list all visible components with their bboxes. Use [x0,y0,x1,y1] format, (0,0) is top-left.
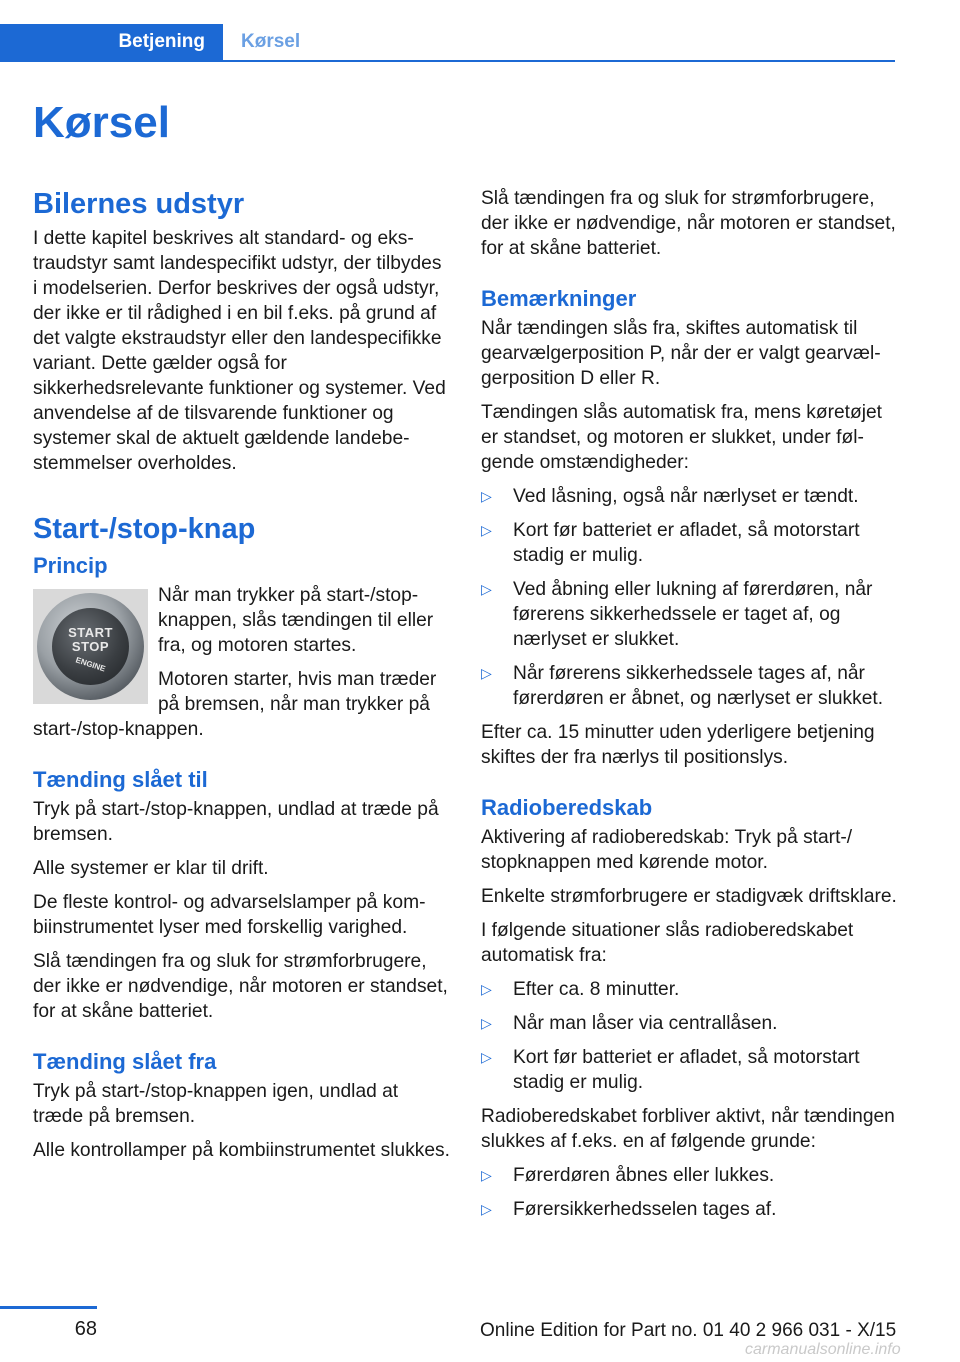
list-item: ▷ Kort før batteriet er afladet, så motorstart stadig er mulig. [481,1047,860,1093]
subsection-title-taending-fra: Tænding slået fra [33,1049,217,1074]
subsection-title-princip: Princip [33,553,108,578]
subsection-title-taending-til: Tænding slået til [33,767,208,792]
triangle-bullet-icon: ▷ [481,665,492,681]
section-title-start-stop-knap: Start-/stop-knap [33,513,256,545]
list-item: ▷ Førersikkerhedsselen tages af. [481,1199,777,1220]
paragraph: Efter ca. 15 minutter uden yderligere betjening skiftes der fra nærlys til positionslys. [481,722,875,768]
paragraph: De fleste kontrol- og advarselslamper på kombiinstrumentet lyser med forskellig varighed. [33,892,426,938]
bullet-list-1 [481,484,901,711]
button-label-start: START [68,625,113,640]
paragraph: Aktivering af radioberedskab: Tryk på start-/ stopknappen med kørende motor. [481,827,853,873]
start-stop-button-image [33,589,148,704]
watermark: carmanualsonline.info [745,1341,901,1358]
list-item: ▷ Når førerens sikkerhedssele tages af, når førerdøren er åbnet, og nærlyset er slukket. [481,663,884,709]
header-divider [0,60,895,62]
triangle-bullet-icon: ▷ [481,1049,492,1065]
bullet-list-2 [481,977,901,1095]
list-item: ▷ Kort før batteriet er afladet, så motorstart stadig er mulig. [481,520,860,566]
paragraph: Tændingen slås automatisk fra, mens køretøjet er standset, og motoren er slukket, under følgende omstændigheder: [481,402,882,473]
subsection-title-bemaerkninger: Bemærkninger [481,286,637,311]
list-item: ▷ Når man låser via centrallåsen. [481,1013,778,1034]
list-item: ▷ Førerdøren åbnes eller lukkes. [481,1165,775,1186]
paragraph: Radioberedskabet forbliver aktivt, når tændingen slukkes af f.eks. en af følgende grunde: [481,1106,895,1152]
tab-betjening[interactable]: Betjening [0,24,223,60]
triangle-bullet-icon: ▷ [481,488,492,504]
triangle-bullet-icon: ▷ [481,581,492,597]
edition-text: Online Edition for Part no. 01 40 2 966 031 - X/15 [480,1320,897,1341]
section-title-bilernes-udstyr: Bilernes udstyr [33,188,245,220]
header-tabbar [0,24,895,62]
bullet-list-3 [481,1163,901,1222]
triangle-bullet-icon: ▷ [481,1015,492,1031]
list-item: ▷ Ved åbning eller lukning af førerdøren, når førerens sikkerhedssele er taget af, og nærlyset er slukket. [481,579,873,650]
button-label-engine: ENGINE [74,655,107,674]
triangle-bullet-icon: ▷ [481,981,492,997]
paragraph: I følgende situationer slås radioberedskabet automatisk fra: [481,920,854,966]
paragraph: Når man trykker på start-/stop-knappen, slås tændingen til eller fra, og motoren startes. [158,585,434,656]
paragraph: Enkelte strømforbrugere er stadigvæk driftsklare. [481,886,897,907]
page-number: 68 [74,1318,97,1340]
paragraph: Slå tændingen fra og sluk for strømforbrugere, der ikke er nødvendige, når motoren er standset, for at skåne batteriet. [481,188,896,259]
princip-block [33,583,451,742]
triangle-bullet-icon: ▷ [481,1201,492,1217]
list-item: ▷ Efter ca. 8 minutter. [481,979,680,1000]
chapter-title: Kørsel [33,98,170,147]
paragraph: Tryk på start-/stop-knappen, undlad at træde på bremsen. [33,799,439,845]
left-column [33,186,451,1172]
paragraph: Tryk på start-/stop-knappen igen, undlad at træde på bremsen. [33,1081,399,1127]
subsection-title-radioberedskab: Radioberedskab [481,795,653,820]
tab-korsel[interactable]: Kørsel [241,31,301,52]
list-item: ▷ Ved låsning, også når nærlyset er tændt. [481,486,859,507]
paragraph: Slå tændingen fra og sluk for strømforbrugere, der ikke er nødvendige, når motoren er standset, for at skåne batteriet. [33,951,448,1022]
paragraph: Alle kontrollamper på kombiinstrumentet slukkes. [33,1140,450,1161]
triangle-bullet-icon: ▷ [481,522,492,538]
button-label-stop: STOP [71,639,110,654]
start-stop-engine-icon [52,608,129,685]
triangle-bullet-icon: ▷ [481,1167,492,1183]
paragraph: Når tændingen slås fra, skiftes automatisk til gearvælgerposition P, når der er valgt gearvælgerposition D eller R. [481,318,881,389]
footer-divider [0,1306,97,1309]
paragraph: Motoren starter, hvis man træder på bremsen, når man trykker på start-/stop-knappen. [33,669,437,740]
right-column [481,186,901,1231]
paragraph: I dette kapitel beskrives alt standard- og ekstraudstyr samt landespecifikt udstyr, der tilbydes i modelserien. Derfor beskrives der også udstyr, der ikke er til rådighed i en bil f.eks. på grund af det valgte ekstraudstyr eller den landespecifikke variant. Dette gælder også for sikkerhedsrelevante funktioner og systemer. Ved anvendelse af de tilsvarende funktioner og systemer skal de aktuelt gældende landebestemmelser overholdes. [33,228,446,474]
paragraph: Alle systemer er klar til drift. [33,858,269,879]
